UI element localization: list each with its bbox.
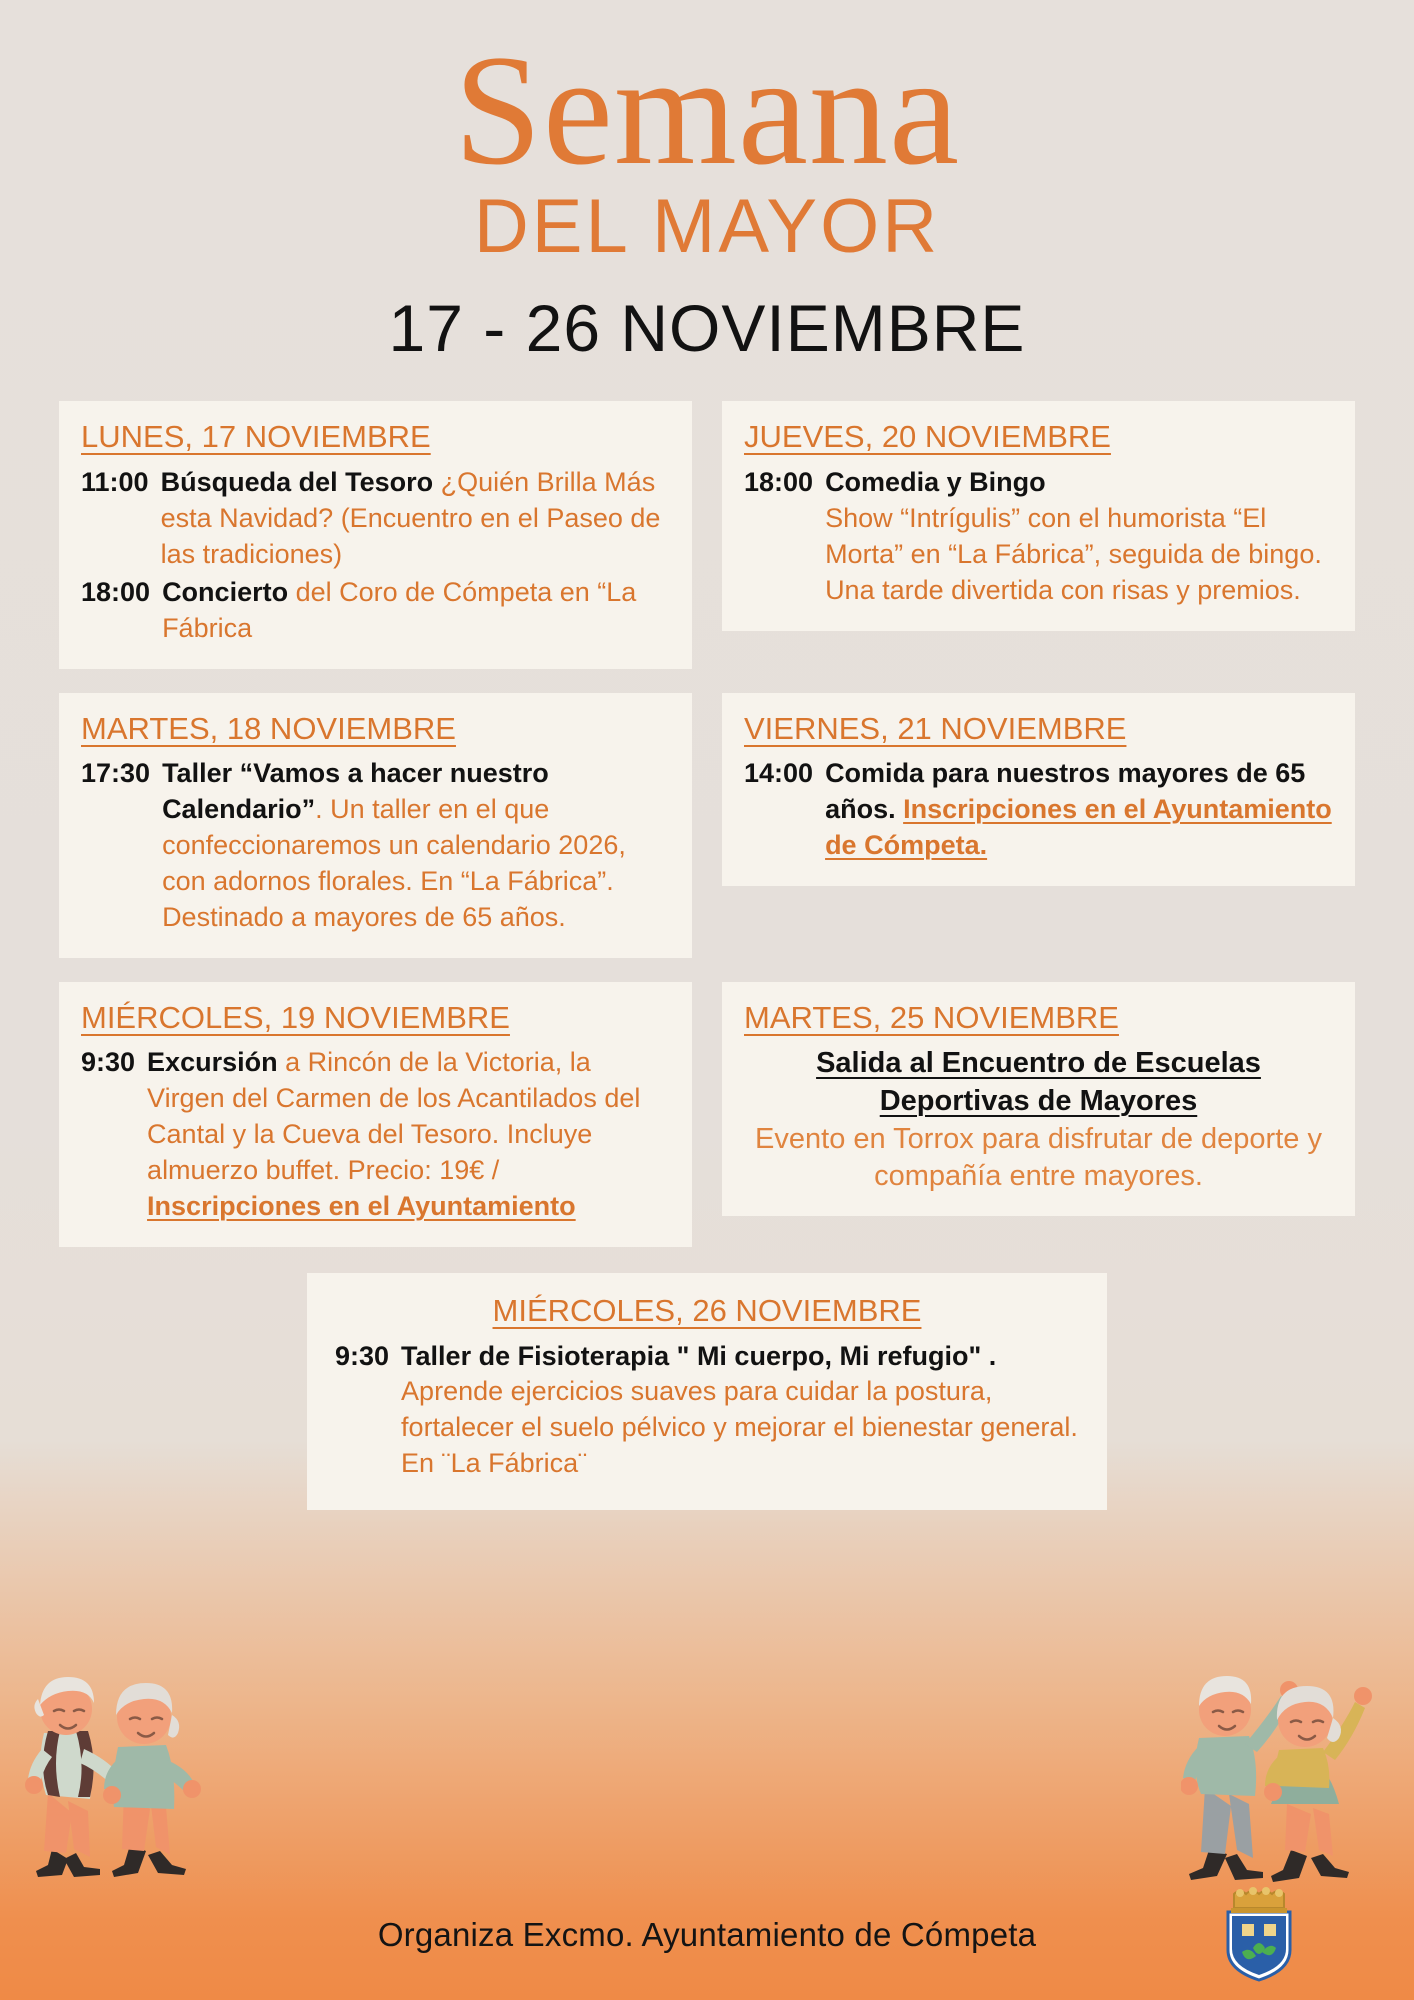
entry-bold-text: Comida para nuestros mayores de 65 años. [825,758,1306,825]
entry-bold-text: Búsqueda del Tesoro [160,467,441,497]
day-card-martes-25 [722,982,1355,1216]
day-title: MIÉRCOLES, 19 NOVIEMBRE [81,999,510,1035]
entry-time: 11:00 [81,467,149,497]
day-card-martes-18 [59,693,692,958]
entry-body [162,756,670,936]
entry-bold-text: Comedia y Bingo [825,467,1046,497]
day-title: MARTES, 18 NOVIEMBRE [81,710,456,746]
poster-header [0,0,1414,366]
day-card-jueves-20 [722,401,1355,630]
entry-time: 18:00 [81,576,151,607]
entry-time: 9:30 [335,1340,390,1371]
day-title: MARTES, 25 NOVIEMBRE [744,999,1119,1035]
day-card-viernes-21 [722,693,1355,886]
dancing-elderly-couple-right-illustration [1181,1652,1396,1892]
competa-coat-of-arms-icon [1222,1886,1296,1982]
schedule-grid [59,401,1355,1247]
entry-text: Evento en Torrox para disfrutar de deporte y compañía entre mayores. [755,1122,1322,1193]
entry-bold-text: Excursión [147,1047,286,1078]
entry-bold-text: Taller de Fisioterapia " Mi cuerpo, Mi refugio" . [401,1340,997,1371]
entry-time: 18:00 [744,467,814,497]
day-card-miercoles-26 [307,1273,1107,1510]
entry-headline: Salida al Encuentro de Escuelas Deportivas de Mayores [816,1047,1261,1118]
day-card-lunes-17 [59,401,692,668]
schedule-entry [81,575,670,647]
entry-bold-text: Taller “Vamos a hacer nuestro Calendario” [162,758,549,825]
entry-time: 14:00 [744,758,814,789]
day-title: LUNES, 17 NOVIEMBRE [81,419,431,455]
schedule-entry [335,1339,1079,1483]
poster-footer [0,1870,1414,2000]
day-title: JUEVES, 20 NOVIEMBRE [744,419,1111,455]
entry-body [825,756,1333,864]
page-subtitle: DEL MAYOR [473,184,941,270]
page-title: Semana [453,23,961,198]
day-card-miercoles-19 [59,982,692,1247]
entry-underlined-text: Inscripciones en el Ayuntamiento de Cómpeta. [825,794,1332,860]
entry-underlined-text: Inscripciones en el Ayuntamiento [147,1190,576,1221]
entry-body [162,575,670,647]
dancing-elderly-couple-left-illustration [18,1653,233,1888]
schedule-entry [744,465,1333,609]
schedule-entry [81,465,670,573]
schedule-entry [81,1045,670,1225]
schedule-entry [744,756,1333,864]
entry-time: 17:30 [81,758,151,789]
entry-body [744,1045,1333,1196]
entry-text: ¿Quién Brilla Más esta Navidad? (Encuentro en el Paseo de las tradiciones) [160,467,661,569]
entry-text: del Coro de Cómpeta en “La Fábrica [162,576,637,643]
day-title: MIÉRCOLES, 26 NOVIEMBRE [492,1292,922,1328]
entry-text: a Rincón de la Victoria, la Virgen del Carmen de los Acantilados del Cantal y la Cueva del Tesoro. Incluye almuerzo buffet. Precio: 19€ / [147,1047,641,1186]
entry-body [147,1045,670,1225]
entry-bold-text: Concierto [162,576,296,607]
schedule-entry [81,756,670,936]
entry-text: Show “Intrígulis” con el humorista “El Morta” en “La Fábrica”, seguida de bingo. Una tarde divertida con risas y premios. [825,502,1322,605]
entry-text: Aprende ejercicios suaves para cuidar la postura, fortalecer el suelo pélvico y mejorar el bienestar general. En ¨La Fábrica¨ [401,1376,1078,1479]
organizer-text: Organiza Excmo. Ayuntamiento de Cómpeta [377,1916,1037,1953]
entry-text: . Un taller en el que confeccionaremos un calendario 2026, con adornos florales. En “La Fábrica”. Destinado a mayores de 65 años. [162,794,626,932]
entry-body [825,465,1333,609]
entry-time: 9:30 [81,1047,136,1078]
entry-body [161,465,670,573]
day-title: VIERNES, 21 NOVIEMBRE [744,710,1127,746]
entry-body [401,1339,1079,1483]
date-range: 17 - 26 NOVIEMBRE [388,291,1026,366]
